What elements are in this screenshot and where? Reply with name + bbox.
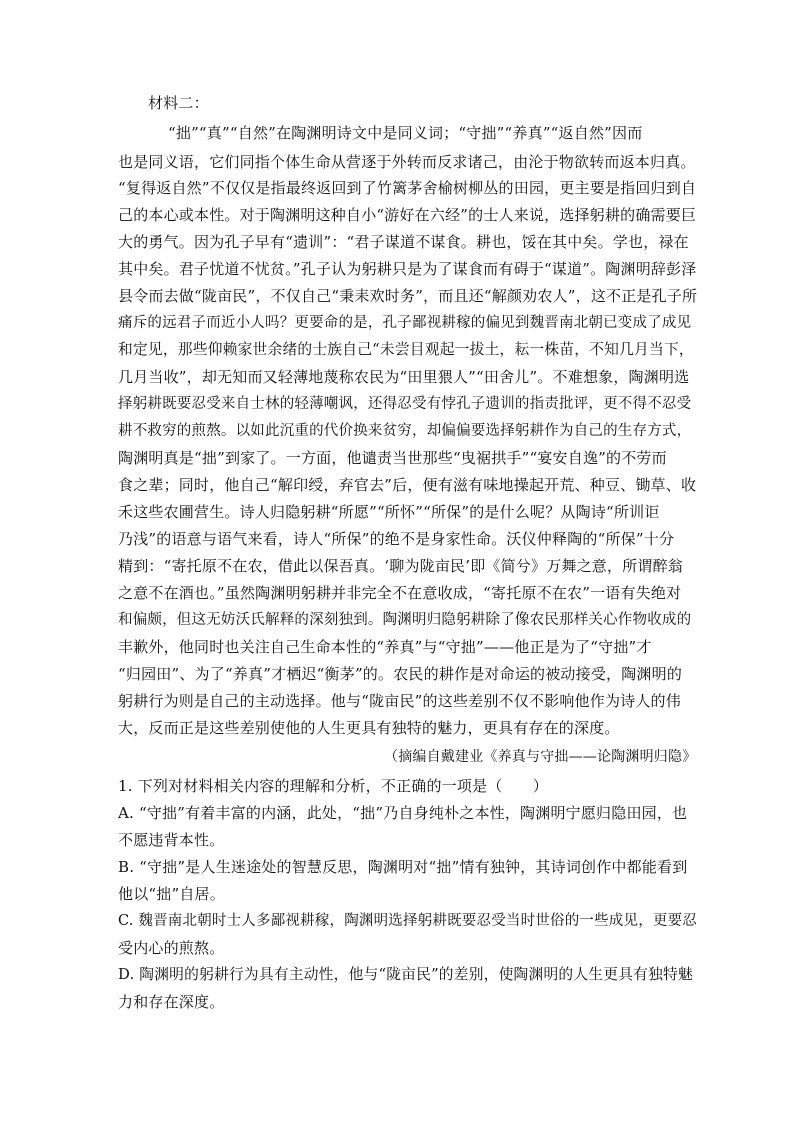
option-b-line: 他以“拙”自居。 [118,885,225,903]
paragraph-line: 和偏颇，但这无妨沃氏解释的深刻独到。陶渊明归隐躬耕除了像农民那样关心作物收成的 [118,612,692,628]
paragraph-line: 陶渊明真是“拙”到家了。一方面，他谴责当世那些“曳裾拱手”“宴安自逸”的不劳而 [118,449,667,467]
paragraph-line: “复得返自然”不仅仅是指最终返回到了竹篱茅舍榆树柳丛的田园，更主要是指回归到自 [118,179,697,197]
paragraph-line: “拙”“真”“自然”在陶渊明诗文中是同义词；“守拙”“养真”“返自然”因而 [168,124,643,142]
paragraph-line: 禾这些农圃营生。诗人归隐躬耕“所愿”“所怀”“所保”的是什么呢？从陶诗“所训讵 [118,503,660,521]
paragraph-line: 耕不救穷的煎熬。以如此沉重的代价换来贫穷，却偏偏要选择躬耕作为自己的生存方式， [118,423,692,439]
material-heading: 材料二： [148,94,209,112]
paragraph-line: 也是同义语，它们同指个体生命从营逐于外转而反求诸己，由沦于物欲转而返本归真。 [118,153,696,171]
paragraph-line: 择躬耕既要忍受来自士林的轻薄嘲讽，还得忍受有悖孔子遗训的指责批评，更不得不忍受 [118,396,692,412]
option-a-line: 不愿违背本性。 [118,831,225,849]
paragraph-line: 之意不在酒也。”虽然陶渊明躬耕并非完全不在意收成，“寄托原不在农”一语有失绝对 [118,584,682,602]
paragraph-line: 其中矣。君子忧道不忧贫。”孔子认为躬耕只是为了谋食而有碍于“谋道”。陶渊明辞彭泽 [118,260,697,278]
paragraph-line: 精到：“寄托原不在农，借此以保吾真。‘聊为陇亩民’即《简兮》万舞之意，所谓醉翁 [118,557,684,575]
paragraph-line: 己的本心或本性。对于陶渊明这种自小“游好在六经”的士人来说，选择躬耕的确需要巨 [118,206,697,224]
question-stem: 1. 下列对材料相关内容的理解和分析，不正确的一项是（ ） [118,777,549,795]
paragraph-line: 痛斥的远君子而近小人吗？更要命的是，孔子鄙视耕稼的偏见到魏晋南北朝已变成了成见 [118,315,692,331]
paragraph-line: 县令而去做“陇亩民”，不仅自己“秉耒欢时务”，而且还“解颜劝农人”，这不正是孔子所 [118,287,698,305]
paragraph-line: 几月当收”，却无知而又轻薄地蔑称农民为“田里猥人”“田舍儿”。不难想象，陶渊明选 [118,368,690,386]
option-a-line: A. “守拙”有着丰富的内涵，此处，“拙”乃自身纯朴之本性，陶渊明宁愿归隐田园，也 [118,804,688,822]
option-c-line: 受内心的煎熬。 [118,939,225,957]
option-d-line: 力和存在深度。 [118,993,225,1011]
paragraph-line: “归园田”、为了“养真”才栖迟“衡茅”的。农民的耕作是对命运的被动接受，陶渊明的 [118,665,683,683]
paragraph-line: 食之辈；同时，他自己“解印绶，弃官去”后，便有滋有味地操起开荒、种豆、锄草、收 [118,476,697,494]
paragraph-line: 和定见，那些仰赖家世余绪的士族自己“未尝目观起一拔土，耘一株苗，不知几月当下， [118,341,694,358]
paragraph-line: 乃浅”的语意与语气来看，诗人“所保”的绝不是身家性命。沃仪仲释陶的“所保”十分 [118,530,675,548]
paragraph-line: 躬耕行为则是自己的主动选择。他与“陇亩民”的这些差别不仅不影响他作为诗人的伟 [118,692,681,710]
paragraph-line: 丰歉外，他同时也关注自己生命本性的“养真”与“守拙”——他正是为了“守拙”才 [118,638,652,656]
paragraph-line: 大，反而正是这些差别使他的人生更具有独特的魅力，更具有存在的深度。 [118,719,620,737]
option-c-line: C. 魏晋南北朝时士人多鄙视耕稼，陶渊明选择躬耕既要忍受当时世俗的一些成见，更要忍 [118,913,697,929]
paragraph-line: 大的勇气。因为孔子早有“遗训”：“君子谋道不谋食。耕也，馁在其中矣。学也，禄在 [118,233,689,251]
option-d-line: D. 陶渊明的躬耕行为具有主动性，他与“陇亩民”的差别，使陶渊明的人生更具有独特魅 [118,966,693,983]
source-citation: （摘编自戴建业《养真与守拙——论陶渊明归隐》 [384,749,697,765]
option-b-line: B. “守拙”是人生迷途处的智慧反思，陶渊明对“拙”情有独钟，其诗词创作中都能看到 [118,858,688,876]
